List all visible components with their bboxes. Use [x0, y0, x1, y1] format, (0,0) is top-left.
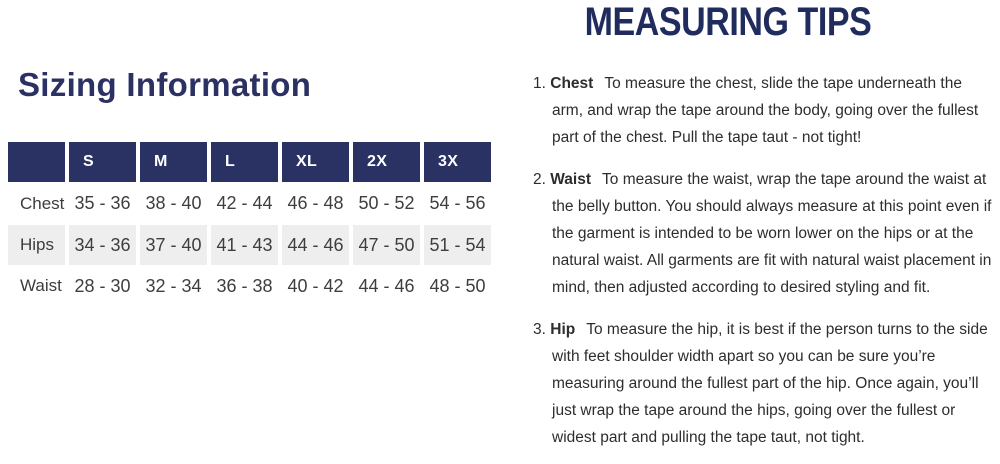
column-header-2x: 2X — [353, 142, 420, 182]
size-cell-chest-2x: 50 - 52 — [358, 193, 415, 213]
column-header-l: L — [211, 142, 278, 182]
size-cell-waist-3x: 48 - 50 — [429, 275, 486, 296]
size-cell-waist-s: 28 - 30 — [74, 275, 131, 296]
column-header-s: S — [69, 142, 136, 182]
column-header-xl: XL — [282, 142, 349, 182]
row-label-waist: Waist — [20, 276, 62, 295]
size-cell-chest-s: 35 - 36 — [74, 193, 131, 213]
header-blank-cell — [8, 142, 65, 182]
size-cell-hips-s: 34 - 36 — [69, 225, 136, 265]
sizing-table — [8, 142, 491, 307]
tip-chest — [533, 70, 995, 151]
tip-waist — [533, 166, 995, 301]
tip-chest-label: Chest — [550, 75, 594, 92]
column-header-3x: 3X — [424, 142, 491, 182]
tip-hip-number: 3. — [533, 321, 546, 338]
tip-chest-text: To measure the chest, slide the tape underneath the arm, and wrap the tape around the body, going over the fullest part of the chest. Pull the tape taut - not tight! — [552, 75, 979, 146]
size-cell-hips-2x: 47 - 50 — [353, 225, 420, 265]
tip-hip — [533, 316, 995, 451]
sizing-title: Sizing Information — [18, 66, 312, 103]
measuring-tips-title: MEASURING TIPS — [584, 0, 872, 44]
tip-waist-text: To measure the waist, wrap the tape around the waist at the belly button. You should always measure at this point even if the garment is intended to be worn lower on the hips or at the natural waist. All garments are fit with natural waist placement in mind, then adjusted according to desired styling and fit. — [552, 171, 992, 296]
size-cell-waist-l: 36 - 38 — [216, 275, 273, 296]
row-label-hips: Hips — [8, 225, 65, 265]
size-cell-chest-m: 38 - 40 — [145, 193, 202, 213]
size-cell-waist-2x: 44 - 46 — [358, 275, 415, 296]
size-cell-chest-l: 42 - 44 — [216, 193, 273, 213]
size-cell-hips-xl: 44 - 46 — [282, 225, 349, 265]
tip-waist-label: Waist — [550, 171, 592, 188]
measuring-tips-list — [533, 70, 995, 464]
tip-chest-number: 1. — [533, 75, 546, 92]
size-cell-hips-m: 37 - 40 — [140, 225, 207, 265]
size-cell-waist-xl: 40 - 42 — [287, 275, 344, 296]
size-cell-chest-3x: 54 - 56 — [429, 193, 486, 213]
tip-waist-number: 2. — [533, 171, 546, 188]
size-cell-hips-3x: 51 - 54 — [424, 225, 491, 265]
size-cell-chest-xl: 46 - 48 — [287, 193, 344, 213]
tip-hip-label: Hip — [550, 321, 576, 338]
row-label-chest: Chest — [20, 193, 65, 213]
size-cell-waist-m: 32 - 34 — [145, 275, 202, 296]
size-cell-hips-l: 41 - 43 — [211, 225, 278, 265]
tip-hip-text: To measure the hip, it is best if the person turns to the side with feet shoulder width apart so you can be sure you’re measuring around the fullest part of the hip. Once again, you’ll just wrap the tape around the hips, going over the fullest or widest part and pulling the tape taut, not tight. — [552, 321, 988, 446]
column-header-m: M — [140, 142, 207, 182]
